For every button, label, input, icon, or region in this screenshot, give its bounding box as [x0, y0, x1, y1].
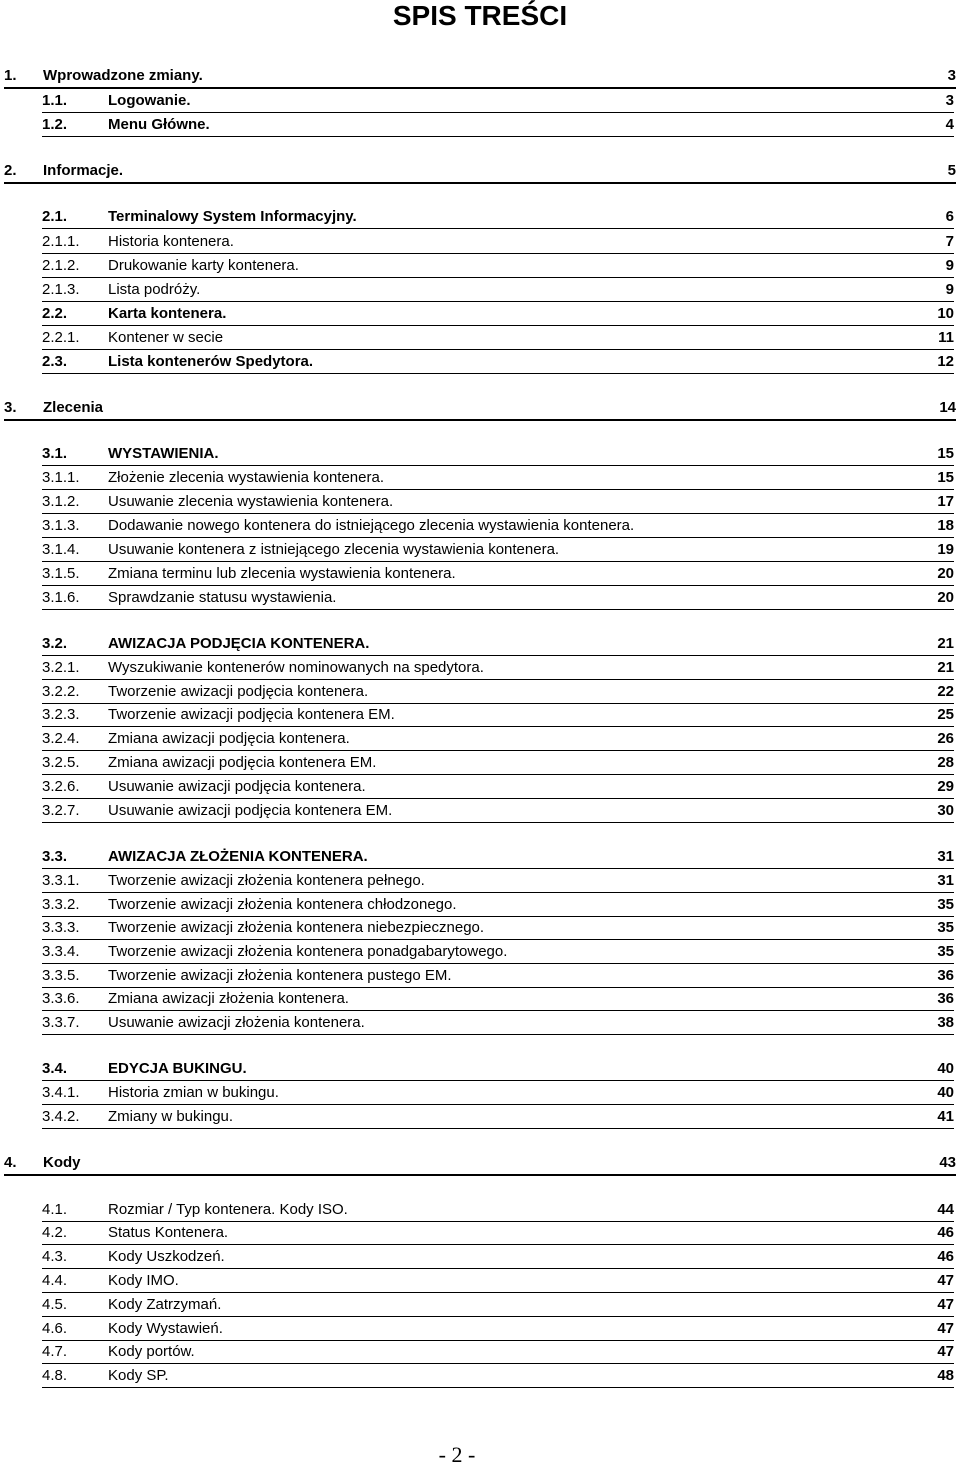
toc-entry-underline: [42, 679, 954, 680]
toc-entry[interactable]: [42, 1060, 954, 1078]
toc-entry[interactable]: [42, 208, 954, 226]
toc-entry-underline: [42, 1221, 954, 1222]
toc-entry-page: 29: [937, 778, 954, 795]
toc-entry-page: 38: [937, 1014, 954, 1031]
toc-entry-title: Tworzenie awizacji złożenia kontenera chłodzonego.: [108, 896, 457, 913]
toc-entry-underline: [42, 868, 954, 869]
toc-entry-underline: [42, 373, 954, 374]
toc-entry-page: 3: [945, 92, 954, 109]
toc-entry-page: 15: [937, 469, 954, 486]
toc-entry-page: 11: [938, 329, 954, 346]
toc-entry-underline: [42, 228, 954, 229]
toc-entry-title: Zlecenia: [43, 399, 104, 416]
toc-entry-page: 3: [947, 67, 956, 84]
toc-entry-title: Zmiana awizacji złożenia kontenera.: [108, 990, 349, 1007]
toc-entry[interactable]: [42, 589, 954, 607]
toc-entry-underline: [42, 750, 954, 751]
toc-entry-underline: [42, 1010, 954, 1011]
toc-entry-title: Tworzenie awizacji podjęcia kontenera.: [108, 683, 369, 700]
toc-entry[interactable]: [42, 1014, 954, 1032]
toc-entry-page: 18: [937, 517, 954, 534]
toc-entry-page: 47: [937, 1296, 954, 1313]
toc-entry-underline: [42, 1080, 954, 1081]
toc-entry-underline: [42, 822, 954, 823]
toc-entry[interactable]: [42, 469, 954, 487]
toc-entry-title: Usuwanie awizacji podjęcia kontenera EM.: [108, 802, 393, 819]
toc-entry-underline: [42, 277, 954, 278]
toc-entry-number: 3.3.: [42, 848, 68, 865]
toc-entry-page: 9: [945, 257, 954, 274]
toc-entry[interactable]: [42, 305, 954, 323]
page-title: SPIS TREŚCI: [392, 0, 568, 31]
toc-entry-page: 21: [937, 635, 954, 652]
toc-entry[interactable]: [42, 635, 954, 653]
toc-entry-page: 46: [937, 1224, 954, 1241]
toc-entry-page: 44: [937, 1201, 954, 1218]
toc-entry-number: 3.4.1.: [42, 1084, 80, 1101]
toc-entry-number: 2.1.3.: [42, 281, 80, 298]
toc-entry[interactable]: [42, 1320, 954, 1338]
toc-entry-page: 31: [937, 848, 954, 865]
toc-entry-number: 4.1.: [42, 1201, 68, 1218]
toc-entry-number: 3.2.4.: [42, 730, 80, 747]
toc-entry-number: 2.1.2.: [42, 257, 80, 274]
toc-entry-number: 4.: [4, 1154, 17, 1171]
toc-entry-page: 20: [937, 565, 954, 582]
toc-entry-page: 30: [937, 802, 954, 819]
toc-entry[interactable]: [42, 1201, 954, 1219]
toc-entry-underline: [42, 1316, 954, 1317]
toc-entry[interactable]: [42, 257, 954, 275]
toc-entry[interactable]: [42, 1248, 954, 1266]
toc-entry-underline: [4, 419, 956, 421]
toc-entry-number: 3.2.3.: [42, 706, 80, 723]
toc-entry[interactable]: [42, 517, 954, 535]
toc-entry-page: 26: [937, 730, 954, 747]
toc-entry-number: 4.5.: [42, 1296, 68, 1313]
toc-entry[interactable]: [42, 1296, 954, 1314]
toc-entry-page: 40: [937, 1060, 954, 1077]
toc-entry-underline: [42, 112, 954, 113]
toc-entry-underline: [42, 774, 954, 775]
toc-entry-title: Usuwanie kontenera z istniejącego zlecenia wystawienia kontenera.: [108, 541, 560, 558]
toc-entry-title: Kody: [43, 1154, 81, 1171]
toc-entry-number: 2.: [4, 162, 17, 179]
toc-entry-number: 3.1.1.: [42, 469, 80, 486]
toc-entry[interactable]: [42, 1343, 954, 1361]
toc-entry-page: 31: [937, 872, 954, 889]
toc-entry-page: 4: [945, 116, 954, 133]
toc-entry[interactable]: [42, 683, 954, 701]
toc-entry-title: Zmiana awizacji podjęcia kontenera EM.: [108, 754, 377, 771]
toc-entry-page: 46: [937, 1248, 954, 1265]
toc-entry-title: Kody portów.: [108, 1343, 195, 1360]
toc-entry-underline: [42, 1034, 954, 1035]
toc-entry-page: 48: [937, 1367, 954, 1384]
toc-entry-title: Lista podróży.: [108, 281, 201, 298]
toc-entry[interactable]: [42, 919, 954, 937]
toc-entry-number: 2.1.: [42, 208, 68, 225]
toc-entry-number: 4.6.: [42, 1320, 68, 1337]
toc-entry-title: Logowanie.: [108, 92, 191, 109]
toc-entry-number: 1.1.: [42, 92, 68, 109]
toc-entry-title: Zmiany w bukingu.: [108, 1108, 234, 1125]
toc-entry-number: 2.1.1.: [42, 233, 80, 250]
toc-entry-title: Tworzenie awizacji złożenia kontenera ponadgabarytowego.: [108, 943, 508, 960]
toc-entry-underline: [42, 655, 954, 656]
toc-entry-title: Drukowanie karty kontenera.: [108, 257, 299, 274]
toc-entry-page: 40: [937, 1084, 954, 1101]
toc-entry-number: 3.1.: [42, 445, 68, 462]
toc-entry-number: 3.1.5.: [42, 565, 80, 582]
toc-entry-number: 3.3.3.: [42, 919, 80, 936]
toc-entry-number: 3.3.1.: [42, 872, 80, 889]
toc-entry[interactable]: [42, 1367, 954, 1385]
toc-entry-underline: [4, 1174, 956, 1176]
toc-entry-page: 28: [937, 754, 954, 771]
toc-entry-number: 3.1.6.: [42, 589, 80, 606]
toc-entry-number: 1.: [4, 67, 17, 84]
toc-entry-number: 3.4.2.: [42, 1108, 80, 1125]
toc-entry-underline: [42, 987, 954, 988]
toc-entry-title: Kontener w secie: [108, 329, 224, 346]
toc-entry-title: Usuwanie awizacji złożenia kontenera.: [108, 1014, 365, 1031]
toc-entry-number: 3.: [4, 399, 17, 416]
toc-entry-title: Karta kontenera.: [108, 305, 227, 322]
toc-entry-underline: [42, 939, 954, 940]
toc-entry-title: Lista kontenerów Spedytora.: [108, 353, 314, 370]
toc-entry-underline: [42, 1363, 954, 1364]
toc-entry-number: 3.1.2.: [42, 493, 80, 510]
toc-entry-underline: [42, 349, 954, 350]
toc-entry-underline: [42, 963, 954, 964]
toc-entry-number: 3.2.: [42, 635, 68, 652]
toc-entry-page: 19: [937, 541, 954, 558]
toc-entry-title: Wprowadzone zmiany.: [43, 67, 203, 84]
toc-entry-title: Menu Główne.: [108, 116, 210, 133]
toc-entry-number: 3.2.1.: [42, 659, 80, 676]
toc-entry-page: 35: [937, 919, 954, 936]
toc-entry-underline: [42, 465, 954, 466]
toc-entry-underline: [42, 798, 954, 799]
toc-entry-underline: [42, 1387, 954, 1388]
toc-entry-title: Terminalowy System Informacyjny.: [108, 208, 357, 225]
toc-entry-underline: [42, 325, 954, 326]
toc-entry[interactable]: [42, 967, 954, 985]
toc-entry[interactable]: [42, 92, 954, 110]
toc-entry-title: Usuwanie zlecenia wystawienia kontenera.: [108, 493, 394, 510]
toc-entry-number: 3.3.7.: [42, 1014, 80, 1031]
toc-entry-underline: [42, 1104, 954, 1105]
toc-entry[interactable]: [42, 943, 954, 961]
toc-entry-underline: [4, 87, 956, 89]
toc-entry-number: 4.7.: [42, 1343, 68, 1360]
toc-entry[interactable]: [42, 896, 954, 914]
toc-entry-underline: [42, 726, 954, 727]
toc-entry-page: 17: [937, 493, 954, 510]
toc-entry-title: Sprawdzanie statusu wystawienia.: [108, 589, 337, 606]
toc-entry-number: 3.2.6.: [42, 778, 80, 795]
toc-entry-page: 47: [937, 1343, 954, 1360]
page-number-footer: - 2 -: [438, 1442, 476, 1467]
toc-entry-underline: [42, 489, 954, 490]
toc-entry-title: Wyszukiwanie kontenerów nominowanych na spedytora.: [108, 659, 484, 676]
toc-entry-number: 3.2.5.: [42, 754, 80, 771]
toc-entry-underline: [42, 513, 954, 514]
toc-entry[interactable]: [42, 329, 954, 347]
toc-entry-underline: [42, 585, 954, 586]
toc-entry-page: 22: [937, 683, 954, 700]
toc-entry-underline: [42, 136, 954, 137]
toc-entry-number: 1.2.: [42, 116, 68, 133]
toc-entry-underline: [42, 1244, 954, 1245]
toc-entry-title: Rozmiar / Typ kontenera. Kody ISO.: [108, 1201, 348, 1218]
toc-entry[interactable]: [4, 399, 956, 417]
toc-entry-number: 3.1.4.: [42, 541, 80, 558]
toc-entry-title: AWIZACJA ZŁOŻENIA KONTENERA.: [108, 848, 368, 865]
toc-entry[interactable]: [42, 1224, 954, 1242]
toc-entry[interactable]: [42, 116, 954, 134]
toc-entry-number: 4.8.: [42, 1367, 68, 1384]
toc-entry-title: Tworzenie awizacji podjęcia kontenera EM.: [108, 706, 395, 723]
toc-entry-page: 41: [937, 1108, 954, 1125]
toc-entry-page: 25: [937, 706, 954, 723]
toc-entry-title: Tworzenie awizacji złożenia kontenera pełnego.: [108, 872, 425, 889]
toc-entry[interactable]: [42, 445, 954, 463]
toc-entry-page: 7: [945, 233, 954, 250]
toc-entry-page: 9: [945, 281, 954, 298]
toc-entry-page: 21: [937, 659, 954, 676]
toc-entry[interactable]: [42, 353, 954, 371]
toc-entry[interactable]: [42, 1084, 954, 1102]
toc-entry-page: 36: [937, 990, 954, 1007]
toc-entry-page: 15: [937, 445, 954, 462]
toc-entry[interactable]: [42, 1108, 954, 1126]
toc-entry-page: 35: [937, 943, 954, 960]
toc-entry[interactable]: [4, 1154, 956, 1172]
toc-entry-title: EDYCJA BUKINGU.: [108, 1060, 247, 1077]
toc-entry[interactable]: [42, 848, 954, 866]
toc-entry-page: 14: [939, 399, 956, 416]
toc-entry-title: Kody Wystawień.: [108, 1320, 223, 1337]
toc-entry-page: 20: [937, 589, 954, 606]
toc-entry[interactable]: [42, 1272, 954, 1290]
toc-entry-underline: [42, 1292, 954, 1293]
toc-entry-underline: [42, 1340, 954, 1341]
toc-entry-underline: [42, 537, 954, 538]
toc-entry-title: Informacje.: [43, 162, 124, 179]
toc-entry-underline: [42, 253, 954, 254]
toc-entry-title: Kody Zatrzymań.: [108, 1296, 222, 1313]
toc-entry-title: Status Kontenera.: [108, 1224, 229, 1241]
toc-entry-number: 2.2.: [42, 305, 68, 322]
toc-entry-underline: [42, 703, 954, 704]
toc-entry-underline: [42, 1268, 954, 1269]
toc-entry-number: 4.2.: [42, 1224, 68, 1241]
toc-entry[interactable]: [42, 778, 954, 796]
toc-entry-number: 3.3.6.: [42, 990, 80, 1007]
toc-entry-title: Historia kontenera.: [108, 233, 234, 250]
toc-entry-title: Dodawanie nowego kontenera do istniejącego zlecenia wystawienia kontenera.: [108, 517, 635, 534]
toc-entry-title: Złożenie zlecenia wystawienia kontenera.: [108, 469, 384, 486]
toc-entry-underline: [42, 561, 954, 562]
toc-entry-page: 36: [937, 967, 954, 984]
toc-entry-title: AWIZACJA PODJĘCIA KONTENERA.: [108, 635, 370, 652]
toc-entry-number: 2.2.1.: [42, 329, 80, 346]
toc-entry[interactable]: [42, 281, 954, 299]
toc-entry-page: 35: [937, 896, 954, 913]
toc-entry[interactable]: [42, 990, 954, 1008]
toc-entry-underline: [42, 892, 954, 893]
toc-entry-number: 3.2.7.: [42, 802, 80, 819]
toc-entry[interactable]: [4, 162, 956, 180]
toc-entry[interactable]: [42, 706, 954, 724]
toc-entry-title: Tworzenie awizacji złożenia kontenera pustego EM.: [108, 967, 452, 984]
toc-entry[interactable]: [42, 730, 954, 748]
toc-entry-page: 43: [939, 1154, 956, 1171]
toc-entry-underline: [4, 182, 956, 184]
toc-entry-title: Zmiana terminu lub zlecenia wystawienia kontenera.: [108, 565, 456, 582]
toc-entry-underline: [42, 301, 954, 302]
toc-entry[interactable]: [4, 67, 956, 85]
toc-entry-page: 10: [937, 305, 954, 322]
toc-entry[interactable]: [42, 565, 954, 583]
toc-entry[interactable]: [42, 659, 954, 677]
toc-entry[interactable]: [42, 802, 954, 820]
toc-entry-number: 3.3.2.: [42, 896, 80, 913]
toc-entry-number: 3.2.2.: [42, 683, 80, 700]
toc-entry-number: 3.1.3.: [42, 517, 80, 534]
toc-entry-number: 3.4.: [42, 1060, 68, 1077]
toc-entry[interactable]: [42, 541, 954, 559]
toc-entry-title: Kody IMO.: [108, 1272, 179, 1289]
toc-entry-page: 47: [937, 1320, 954, 1337]
toc-entry-title: Usuwanie awizacji podjęcia kontenera.: [108, 778, 366, 795]
toc-entry-page: 5: [947, 162, 956, 179]
toc-entry[interactable]: [42, 233, 954, 251]
toc-entry-number: 2.3.: [42, 353, 68, 370]
toc-entry-number: 3.3.5.: [42, 967, 80, 984]
toc-entry-title: Kody SP.: [108, 1367, 169, 1384]
toc-entry-page: 12: [937, 353, 954, 370]
toc-entry-title: WYSTAWIENIA.: [108, 445, 219, 462]
toc-entry-number: 3.3.4.: [42, 943, 80, 960]
toc-entry-title: Tworzenie awizacji złożenia kontenera niebezpiecznego.: [108, 919, 485, 936]
toc-entry-underline: [42, 1128, 954, 1129]
toc-entry-title: Zmiana awizacji podjęcia kontenera.: [108, 730, 350, 747]
toc-entry-page: 6: [945, 208, 954, 225]
toc-entry-page: 47: [937, 1272, 954, 1289]
toc-entry[interactable]: [42, 493, 954, 511]
toc-entry-number: 4.4.: [42, 1272, 68, 1289]
toc-entry-number: 4.3.: [42, 1248, 68, 1265]
toc-entry-title: Historia zmian w bukingu.: [108, 1084, 279, 1101]
toc-entry-underline: [42, 609, 954, 610]
toc-entry-title: Kody Uszkodzeń.: [108, 1248, 225, 1265]
toc-entry-underline: [42, 916, 954, 917]
toc-entry[interactable]: [42, 872, 954, 890]
toc-entry[interactable]: [42, 754, 954, 772]
